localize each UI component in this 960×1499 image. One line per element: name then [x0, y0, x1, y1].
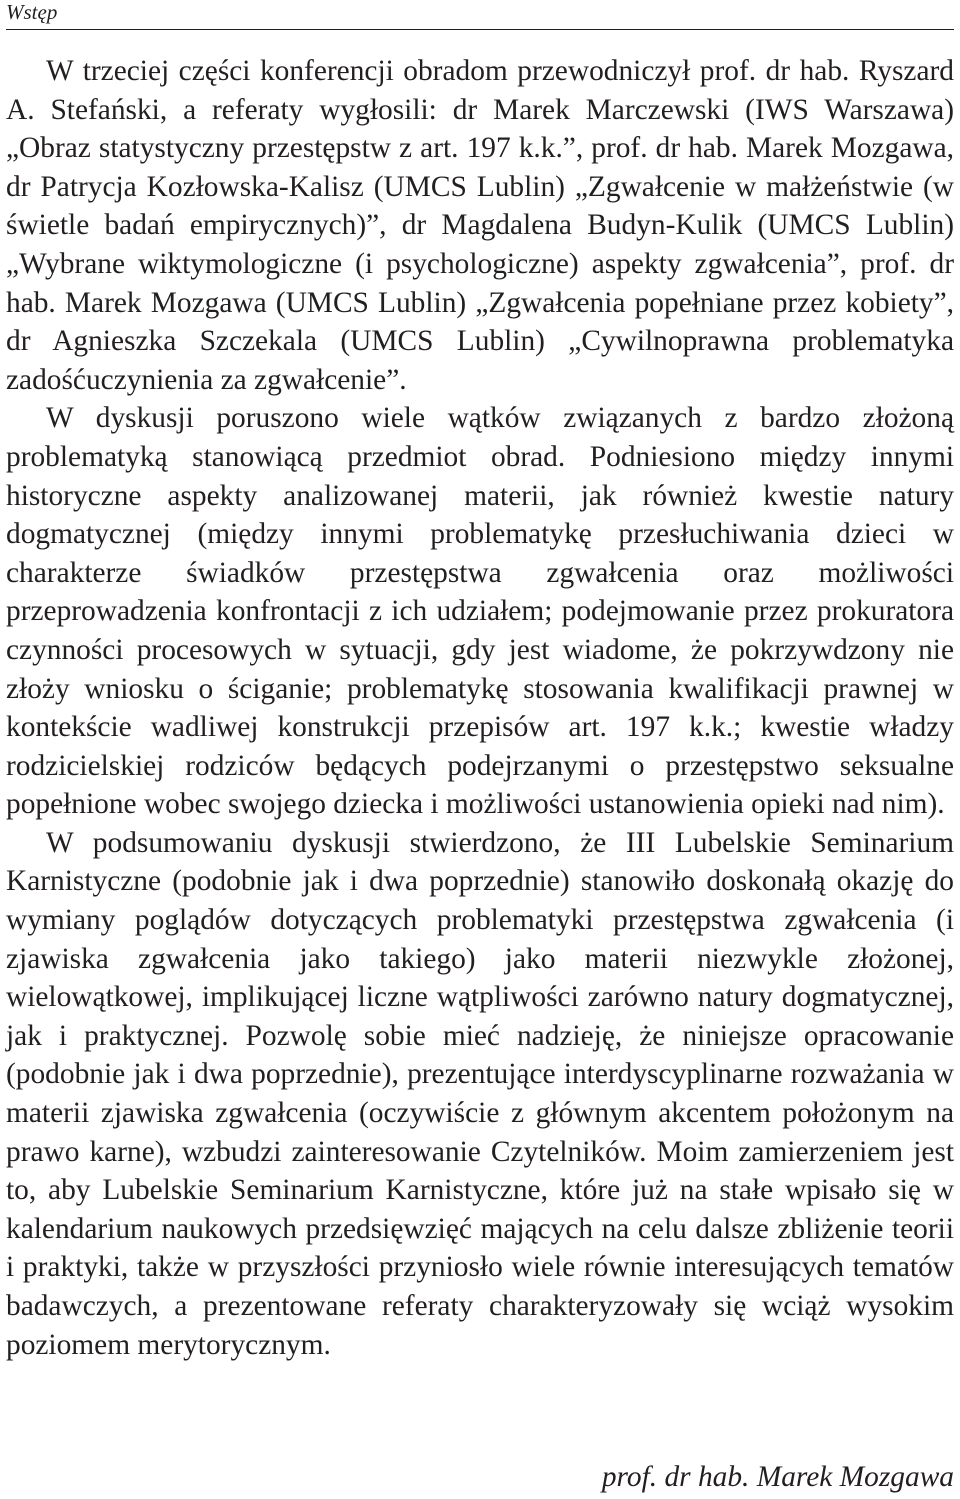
running-head [6, 0, 954, 30]
body-text [6, 52, 954, 1364]
running-head-title: Wstęp [6, 0, 58, 24]
author-signature: prof. dr hab. Marek Mozgawa [601, 1461, 954, 1493]
paragraph-speakers: W trzeciej części konferencji obradom przewodniczył prof. dr hab. Ryszard A. Stefański, a referaty wygłosili: dr Marek Marczewski (IWS Warszawa) „Obraz statystyczny przestępstw z art. 197 k.k.”, prof. dr hab. Marek Mozgawa, dr Patrycja Kozłowska-Kalisz (UMCS Lublin) „Zgwałcenie w małżeństwie (w świetle badań empirycznych)”, dr Magdalena Budyn-Kulik (UMCS Lublin) „Wybrane wiktymologiczne (i psychologiczne) aspekty zgwałcenia”, prof. dr hab. Marek Mozgawa (UMCS Lublin) „Zgwałcenia popełniane przez kobiety”, dr Agnieszka Szczekala (UMCS Lublin) „Cywilnoprawna problematyka zadośćuczynienia za zgwałcenie”. [6, 55, 954, 396]
paragraph-summary: W podsumowaniu dyskusji stwierdzono, że III Lubelskie Seminarium Karnistyczne (podobnie jak i dwa poprzednie) stanowiło doskonałą okazję do wymiany poglądów dotyczących problematyki przestępstwa zgwałcenia (i zjawiska zgwałcenia jako takiego) jako materii niezwykle złożonej, wielowątkowej, implikującej liczne wątpliwości zarówno natury dogmatycznej, jak i praktycznej. Pozwolę sobie mieć nadzieję, że niniejsze opracowanie (podobnie jak i dwa poprzednie), prezentujące interdyscyplinarne rozważania w materii zjawiska zgwałcenia (oczywiście z głównym akcentem położonym na prawo karne), wzbudzi zainteresowanie Czytelników. Moim zamierzeniem jest to, aby Lubelskie Seminarium Karnistyczne, które już na stałe wpisało się w kalendarium naukowych przedsięwzięć mających na celu dalsze zbliżenie teorii i praktyki, także w przyszłości przyniosło wiele równie interesujących tematów badawczych, a prezentowane referaty charakteryzowały się wciąż wysokim poziomem merytorycznym. [6, 826, 954, 1361]
paragraph-discussion: W dyskusji poruszono wiele wątków związanych z bardzo złożoną problematyką stanowiącą przedmiot obrad. Podniesiono między innymi historyczne aspekty analizowanej materii, jak również kwestie natury dogmatycznej (między innymi problematykę przesłuchiwania dzieci w charakterze świadków przestępstwa zgwałcenia oraz możliwości przeprowadzenia konfrontacji z ich udziałem; podejmowanie przez prokuratora czynności procesowych w sytuacji, gdy jest wiadome, że pokrzywdzony nie złoży wniosku o ściganie; problematykę stosowania kwalifikacji prawnej w kontekście wadliwej konstrukcji przepisów art. 197 k.k.; kwestie władzy rodzicielskiej rodziców będących podejrzanymi o przestępstwo seksualne popełnione wobec swojego dziecka i możliwości ustanowienia opieki nad nim). [6, 402, 954, 821]
